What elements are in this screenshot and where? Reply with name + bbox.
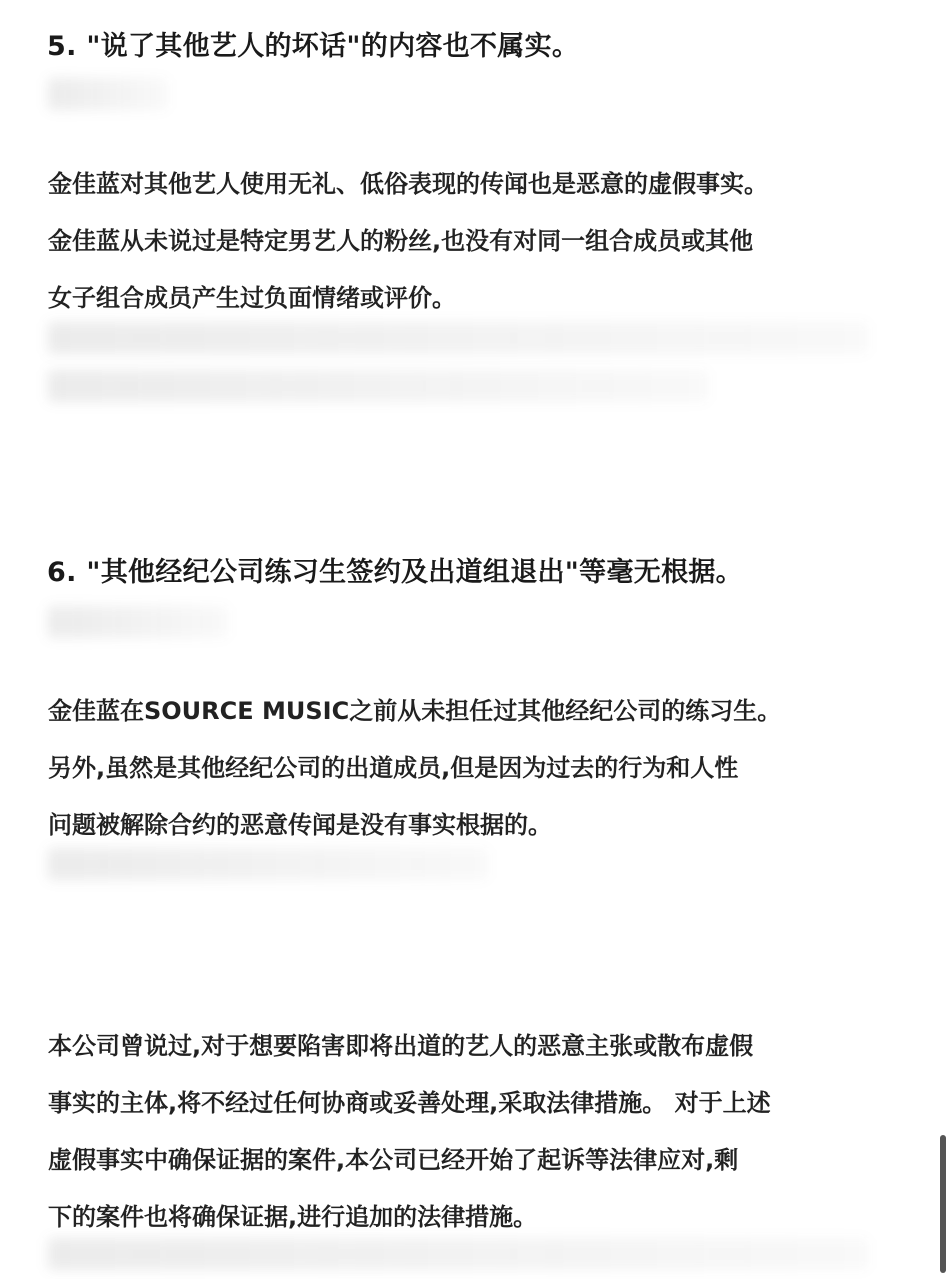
section-heading: 5. "说了其他艺人的坏话"的内容也不属实。 (47, 31, 580, 62)
ghost-text-band (48, 370, 708, 402)
paragraph-line: 虚假事实中确保证据的案件,本公司已经开始了起诉等法律应对,剩 (48, 1146, 739, 1174)
section-heading: 6. "其他经纪公司练习生签约及出道组退出"等毫无根据。 (47, 557, 743, 588)
ghost-text-band (48, 78, 168, 110)
paragraph-line: 本公司曾说过,对于想要陷害即将出道的艺人的恶意主张或散布虚假 (48, 1032, 754, 1060)
section-paragraph (48, 683, 908, 854)
paragraph-line: 问题被解除合约的恶意传闻是没有事实根据的。 (48, 811, 552, 839)
paragraph-line: 金佳蓝从未说过是特定男艺人的粉丝,也没有对同一组合成员或其他 (48, 227, 754, 255)
paragraph-line: 事实的主体,将不经过任何协商或妥善处理,采取法律措施。 对于上述 (48, 1089, 771, 1117)
vertical-scrollbar[interactable] (938, 0, 948, 1279)
ghost-text-band (48, 606, 228, 638)
paragraph-line: 金佳蓝在SOURCE MUSIC之前从未担任过其他经纪公司的练习生。 (48, 697, 782, 725)
closing-paragraph (48, 1018, 908, 1246)
paragraph-line: 另外,虽然是其他经纪公司的出道成员,但是因为过去的行为和人性 (48, 754, 739, 782)
section-paragraph (48, 156, 908, 327)
scrollbar-thumb[interactable] (940, 1135, 946, 1273)
paragraph-line: 金佳蓝对其他艺人使用无礼、低俗表现的传闻也是恶意的虚假事实。 (48, 170, 768, 198)
paragraph-line: 下的案件也将确保证据,进行追加的法律措施。 (48, 1203, 538, 1231)
paragraph-line: 女子组合成员产生过负面情绪或评价。 (48, 284, 456, 312)
